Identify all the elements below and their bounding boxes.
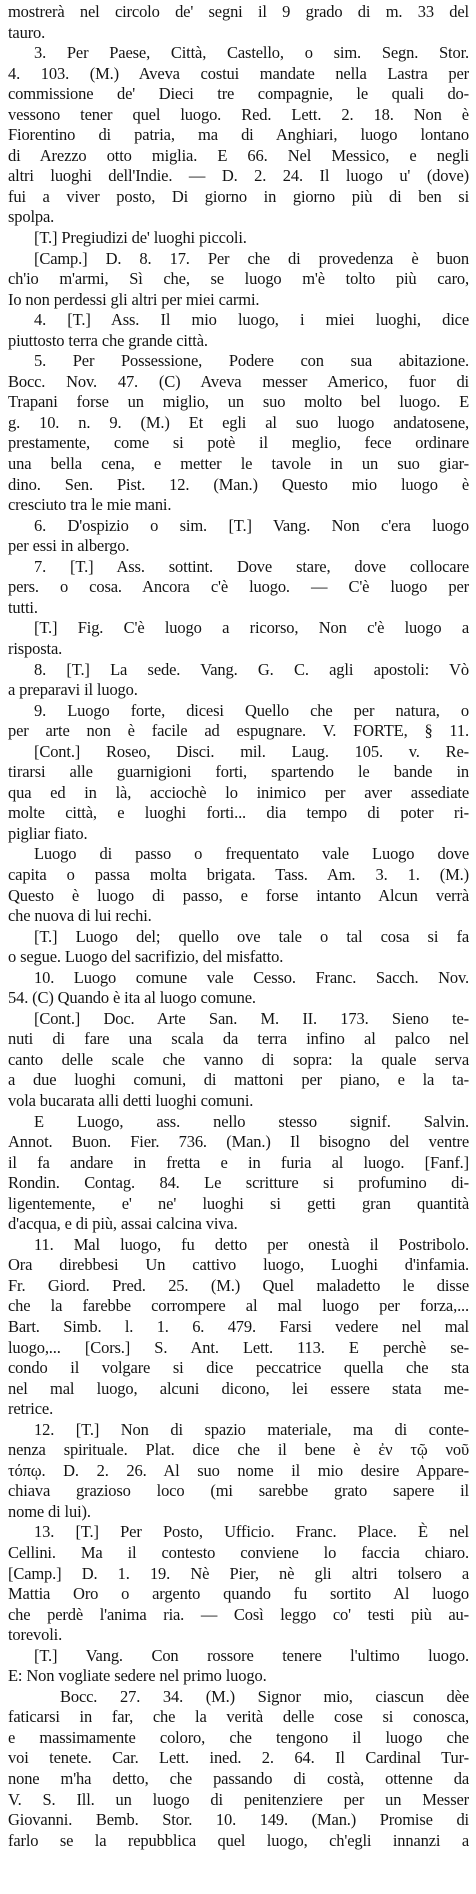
text-line: Annot. Buon. Fier. 736. (Man.) Il bisogno del ventre bbox=[8, 1132, 469, 1152]
text-line: pers. o cosa. Ancora c'è luogo. — C'è luogo per bbox=[8, 577, 469, 597]
text-line: qua ed in là, acciochè lo inimico per aver assediate bbox=[8, 782, 469, 802]
text-line: dino. Sen. Pist. 12. (Man.) Questo mio luogo è bbox=[8, 474, 469, 494]
text-line: E: Non vogliate sedere nel primo luogo. bbox=[8, 1666, 267, 1686]
text-line: Luogo di passo o frequentato vale Luogo dove bbox=[34, 844, 469, 864]
text-line: vola bucarata alli detti luoghi comuni. bbox=[8, 1090, 254, 1110]
text-line: spolpa. bbox=[8, 207, 55, 227]
text-line: Giovanni. Bemb. Stor. 10. 149. (Man.) Promise di bbox=[8, 1810, 469, 1830]
text-line: Fr. Giord. Pred. 25. (M.) Quel maladetto le disse bbox=[8, 1275, 469, 1295]
text-line: torevoli. bbox=[8, 1625, 63, 1645]
text-line: 13. [T.] Per Posto, Ufficio. Franc. Place. È nel bbox=[34, 1522, 469, 1542]
text-line: a preparavi il luogo. bbox=[8, 680, 138, 700]
text-line: faticarsi in far, che la verità delle cose si conosca, bbox=[8, 1707, 469, 1727]
text-line: 4. [T.] Ass. Il mio luogo, i miei luoghi, dice bbox=[34, 310, 469, 330]
text-line: [Camp.] D. 8. 17. Per che di provedenza è buon bbox=[34, 248, 469, 268]
text-line: ch'io m'armi, Sì che, se luogo m'è tolto più caro, bbox=[8, 269, 469, 289]
text-line: 5. Per Possessione, Podere con sua abitazione. bbox=[34, 351, 469, 371]
text-line: chiava grazioso loco (mi sarebbe grato sapere il bbox=[8, 1481, 469, 1501]
text-line: 9. Luogo forte, dicesi Quello che per natura, o bbox=[34, 700, 469, 720]
text-line: che la farebbe corrompere al mal luogo per forza,... bbox=[8, 1296, 469, 1316]
text-line: Trapani forse un miglio, un suo molto bel luogo. E bbox=[8, 392, 469, 412]
text-line: 11. Mal luogo, fu detto per onestà il Postribolo. bbox=[34, 1234, 469, 1254]
text-line: o segue. Luogo del sacrifizio, del misfatto. bbox=[8, 947, 284, 967]
text-line: [T.] Pregiudizi de' luoghi piccoli. bbox=[34, 228, 247, 248]
text-line: vessono tener quel luogo. Red. Lett. 2. 18. Non è bbox=[8, 104, 469, 124]
text-line: nuti di fare una scala da terra infino al palco nel bbox=[8, 1029, 469, 1049]
text-line: tauro. bbox=[8, 22, 46, 42]
text-line: capita o passa molta brigata. Tass. Am. 3. 1. (M.) bbox=[8, 864, 469, 884]
text-line: Ora direbbesi Un cattivo luogo, Luoghi d'infamia. bbox=[8, 1255, 469, 1275]
text-line: nome di lui). bbox=[8, 1501, 91, 1521]
text-line: Mattia Oro o argento quando fu sortito Al luogo bbox=[8, 1584, 469, 1604]
text-line: [Camp.] D. 1. 19. Nè Pier, nè gli altri tolsero a bbox=[8, 1563, 469, 1583]
text-line: d'acqua, e di più, assai calcina viva. bbox=[8, 1214, 238, 1234]
text-line: Io non perdessi gli altri per miei carmi. bbox=[8, 289, 260, 309]
text-line: che perdè l'anima ria. — Così leggo co' testi più au- bbox=[8, 1604, 469, 1624]
text-line: none m'ha detto, che passando di costà, ottenne da bbox=[8, 1769, 469, 1789]
text-line: τόπῳ. D. 2. 26. Al suo nome il mio desire Appare- bbox=[8, 1460, 469, 1480]
text-line: pigliar fiato. bbox=[8, 823, 88, 843]
text-line: a due luoghi comuni, di mattoni per piano, e la ta- bbox=[8, 1070, 469, 1090]
text-line: 6. D'ospizio o sim. [T.] Vang. Non c'era luogo bbox=[34, 515, 469, 535]
text-line: tirarsi alle guarnigioni forti, spartendo le bande in bbox=[8, 762, 469, 782]
text-line: Bocc. Nov. 47. (C) Aveva messer Americo, fuor di bbox=[8, 371, 469, 391]
text-line: risposta. bbox=[8, 638, 63, 658]
text-line: 12. [T.] Non di spazio materiale, ma di conte- bbox=[34, 1419, 469, 1439]
text-line: nenza spirituale. Plat. dice che il bene è ἐν τῷ νοῦ bbox=[8, 1440, 469, 1460]
text-line: 3. Per Paese, Città, Castello, o sim. Segn. Stor. bbox=[34, 43, 469, 63]
text-line: canto delle scale che vanno di sopra: la quale serva bbox=[8, 1049, 469, 1069]
text-line: Questo è luogo di passo, e forse intanto Alcun verrà bbox=[8, 885, 469, 905]
text-line: altri luoghi dell'Indie. — D. 2. 24. Il luogo u' (dove) bbox=[8, 166, 469, 186]
text-line: cresciuto tra le mie mani. bbox=[8, 495, 172, 515]
text-line: 10. Luogo comune vale Cesso. Franc. Sacch. Nov. bbox=[34, 967, 469, 987]
text-line: condo il volgare si dice peccatrice quella che sta bbox=[8, 1358, 469, 1378]
text-line: una bella cena, e metter le tavole in un suo giar- bbox=[8, 454, 469, 474]
text-line: piuttosto terra che grande città. bbox=[8, 330, 208, 350]
text-line: retrice. bbox=[8, 1399, 54, 1419]
text-line: V. S. Ill. un luogo di penitenziere per un Messer bbox=[8, 1789, 469, 1809]
text-line: [T.] Luogo del; quello ove tale o tal cosa si fa bbox=[34, 926, 469, 946]
text-line: voi tenete. Car. Lett. ined. 2. 64. Il Cardinal Tur- bbox=[8, 1748, 469, 1768]
text-line: farlo se la repubblica quel luogo, ch'egli innanzi a bbox=[8, 1830, 469, 1850]
text-line: 54. (C) Quando è ita al luogo comune. bbox=[8, 988, 256, 1008]
text-line: [T.] Fig. C'è luogo a ricorso, Non c'è luogo a bbox=[34, 618, 469, 638]
text-line: 4. 103. (M.) Aveva costui mandate nella Lastra per bbox=[8, 63, 469, 83]
text-line: molte città, e luoghi forti... dia tempo di poter ri- bbox=[8, 803, 469, 823]
text-line: 7. [T.] Ass. sottint. Dove stare, dove collocare bbox=[34, 556, 469, 576]
text-line: tutti. bbox=[8, 597, 38, 617]
text-line: commissione de' Dieci tre compagnie, le quali do- bbox=[8, 84, 469, 104]
text-line: [Cont.] Roseo, Disci. mil. Laug. 105. v. Re- bbox=[34, 741, 469, 761]
text-line: per arte non è facile ad espugnare. V. FORTE, § 11. bbox=[8, 721, 469, 741]
text-line: Bart. Simb. l. 1. 6. 479. Farsi vedere nel mal bbox=[8, 1317, 469, 1336]
text-line: Fiorentino di patria, ma di Anghiari, luogo lontano bbox=[8, 125, 469, 145]
text-line: Bocc. 27. 34. (M.) Signor mio, ciascun dèe bbox=[60, 1686, 469, 1706]
text-line: il fa andare in fretta e in furia al luogo. [Fanf.] bbox=[8, 1152, 469, 1172]
text-line: Cellini. Ma il contesto conviene lo faccia chiaro. bbox=[8, 1543, 469, 1563]
text-line: ligentemente, e' ne' luoghi si getti gran quantità bbox=[8, 1193, 469, 1213]
text-line: E Luogo, ass. nello stesso signif. Salvin. bbox=[34, 1111, 469, 1131]
text-line: mostrerà nel circolo de' segni il 9 grado di m. 33 del bbox=[8, 2, 469, 21]
text-line: e massimamente coloro, che tengono il luogo che bbox=[8, 1727, 469, 1747]
text-line: [T.] Vang. Con rossore tenere l'ultimo luogo. bbox=[34, 1645, 469, 1665]
text-line: prestamente, come si potè il meglio, fece ordinare bbox=[8, 433, 469, 453]
text-line: g. 10. n. 9. (M.) Et egli al suo luogo andatosene, bbox=[8, 412, 469, 432]
text-line: luogo,... [Cors.] S. Ant. Lett. 113. E perchè se- bbox=[8, 1337, 469, 1357]
text-line: fui a viver posto, Di giorno in giorno più di ben si bbox=[8, 186, 469, 206]
text-line: nel mal luogo, alcuni dicono, lei essere stata me- bbox=[8, 1378, 469, 1398]
text-line: [Cont.] Doc. Arte San. M. II. 173. Sieno te- bbox=[34, 1008, 469, 1028]
text-line: Rondin. Contag. 84. Le scritture si profumino di- bbox=[8, 1173, 469, 1193]
text-line: 8. [T.] La sede. Vang. G. C. agli apostoli: Vò bbox=[34, 659, 469, 679]
text-line: di Arezzo otto miglia. E 66. Nel Messico, e negli bbox=[8, 145, 469, 165]
text-line: che nuova di lui rechi. bbox=[8, 906, 152, 926]
text-line: per essi in albergo. bbox=[8, 536, 130, 556]
